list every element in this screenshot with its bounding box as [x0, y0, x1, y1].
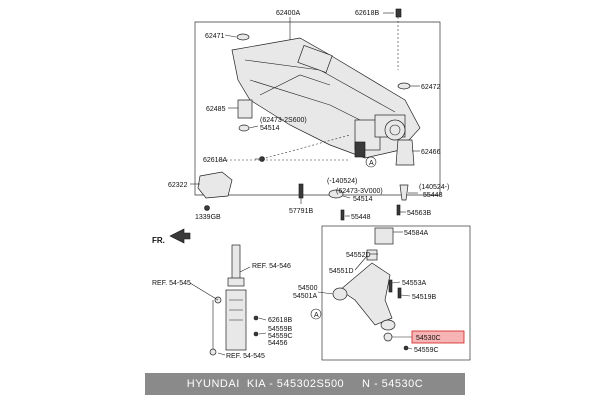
- part-57791b-bolt: [299, 184, 303, 198]
- label-140524-b: (140524-): [419, 184, 450, 191]
- part-54514-washer-a: [239, 125, 249, 131]
- label-54501a: 54501A: [293, 293, 318, 300]
- label-54559b: 54559B: [268, 326, 293, 333]
- label-62618b-top: 62618B: [355, 10, 380, 17]
- part-62471-washer: [237, 34, 249, 40]
- label-54552d: 54552D: [346, 252, 371, 259]
- part-62466-bushing: [396, 140, 414, 165]
- label-62471: 62471: [205, 33, 225, 40]
- label-54563b: 54563B: [407, 210, 432, 217]
- callout-a-label-1: A: [369, 160, 374, 167]
- part-number-footer: [145, 373, 465, 395]
- label-140524-a: (-140524): [327, 178, 358, 185]
- lower-control-arm: [333, 228, 408, 350]
- label-55448-b: 55448: [423, 192, 443, 199]
- callout-a-label-2: A: [314, 312, 319, 319]
- label-54500: 54500: [298, 285, 318, 292]
- part-54563b-bolt: [397, 205, 400, 215]
- label-ref-54-545-b: REF. 54-545: [226, 353, 265, 360]
- label-ref-54-546: REF. 54-546: [252, 263, 291, 270]
- part-1339gb-bolt: [205, 206, 210, 211]
- part-62485-bushing: [238, 100, 252, 118]
- label-54551d: 54551D: [329, 268, 354, 275]
- label-62618a: 62618A: [203, 157, 228, 164]
- label-54514-a: 54514: [260, 125, 280, 132]
- part-55448-bolt-a: [341, 210, 344, 220]
- part-62472-washer: [398, 83, 410, 89]
- label-62485: 62485: [206, 106, 226, 113]
- part-62618b-bolt-top: [396, 9, 401, 17]
- label-54559c-b: 54559C: [414, 347, 439, 354]
- label-62466: 62466: [421, 149, 441, 156]
- label-1339gb: 1339GB: [195, 214, 221, 221]
- label-54514-b: 54514: [353, 196, 373, 203]
- label-62618b-bottom: 62618B: [268, 317, 293, 324]
- label-ref-54-545-a: REF. 54-545: [152, 280, 191, 287]
- part-62322-bracket: [198, 172, 232, 198]
- label-62322: 62322: [168, 182, 188, 189]
- label-54559c-a: 54559C: [268, 333, 293, 340]
- label-54519b: 54519B: [412, 294, 437, 301]
- label-55448-a: 55448: [351, 214, 371, 221]
- subframe-crossmember: [232, 38, 420, 158]
- part-55448-bolt-b: [400, 185, 408, 200]
- label-54584a: 54584A: [404, 230, 429, 237]
- label-62400a: 62400A: [276, 10, 301, 17]
- label-fr: FR.: [152, 236, 165, 245]
- footer-text: HYUNDAI KIA - 545302S500 N - 54530C: [186, 378, 424, 390]
- label-57791b: 57791B: [289, 208, 314, 215]
- label-54553a: 54553A: [402, 280, 427, 287]
- front-arrow-icon: [170, 229, 190, 243]
- label-54530c[interactable]: 54530C: [416, 335, 441, 342]
- label-62473-3v000: (62473-3V000): [336, 188, 383, 195]
- label-62473-2s600: (62473-2S600): [260, 117, 307, 124]
- label-54456: 54456: [268, 340, 288, 347]
- label-62472: 62472: [421, 84, 441, 91]
- strut-assembly: [210, 245, 258, 355]
